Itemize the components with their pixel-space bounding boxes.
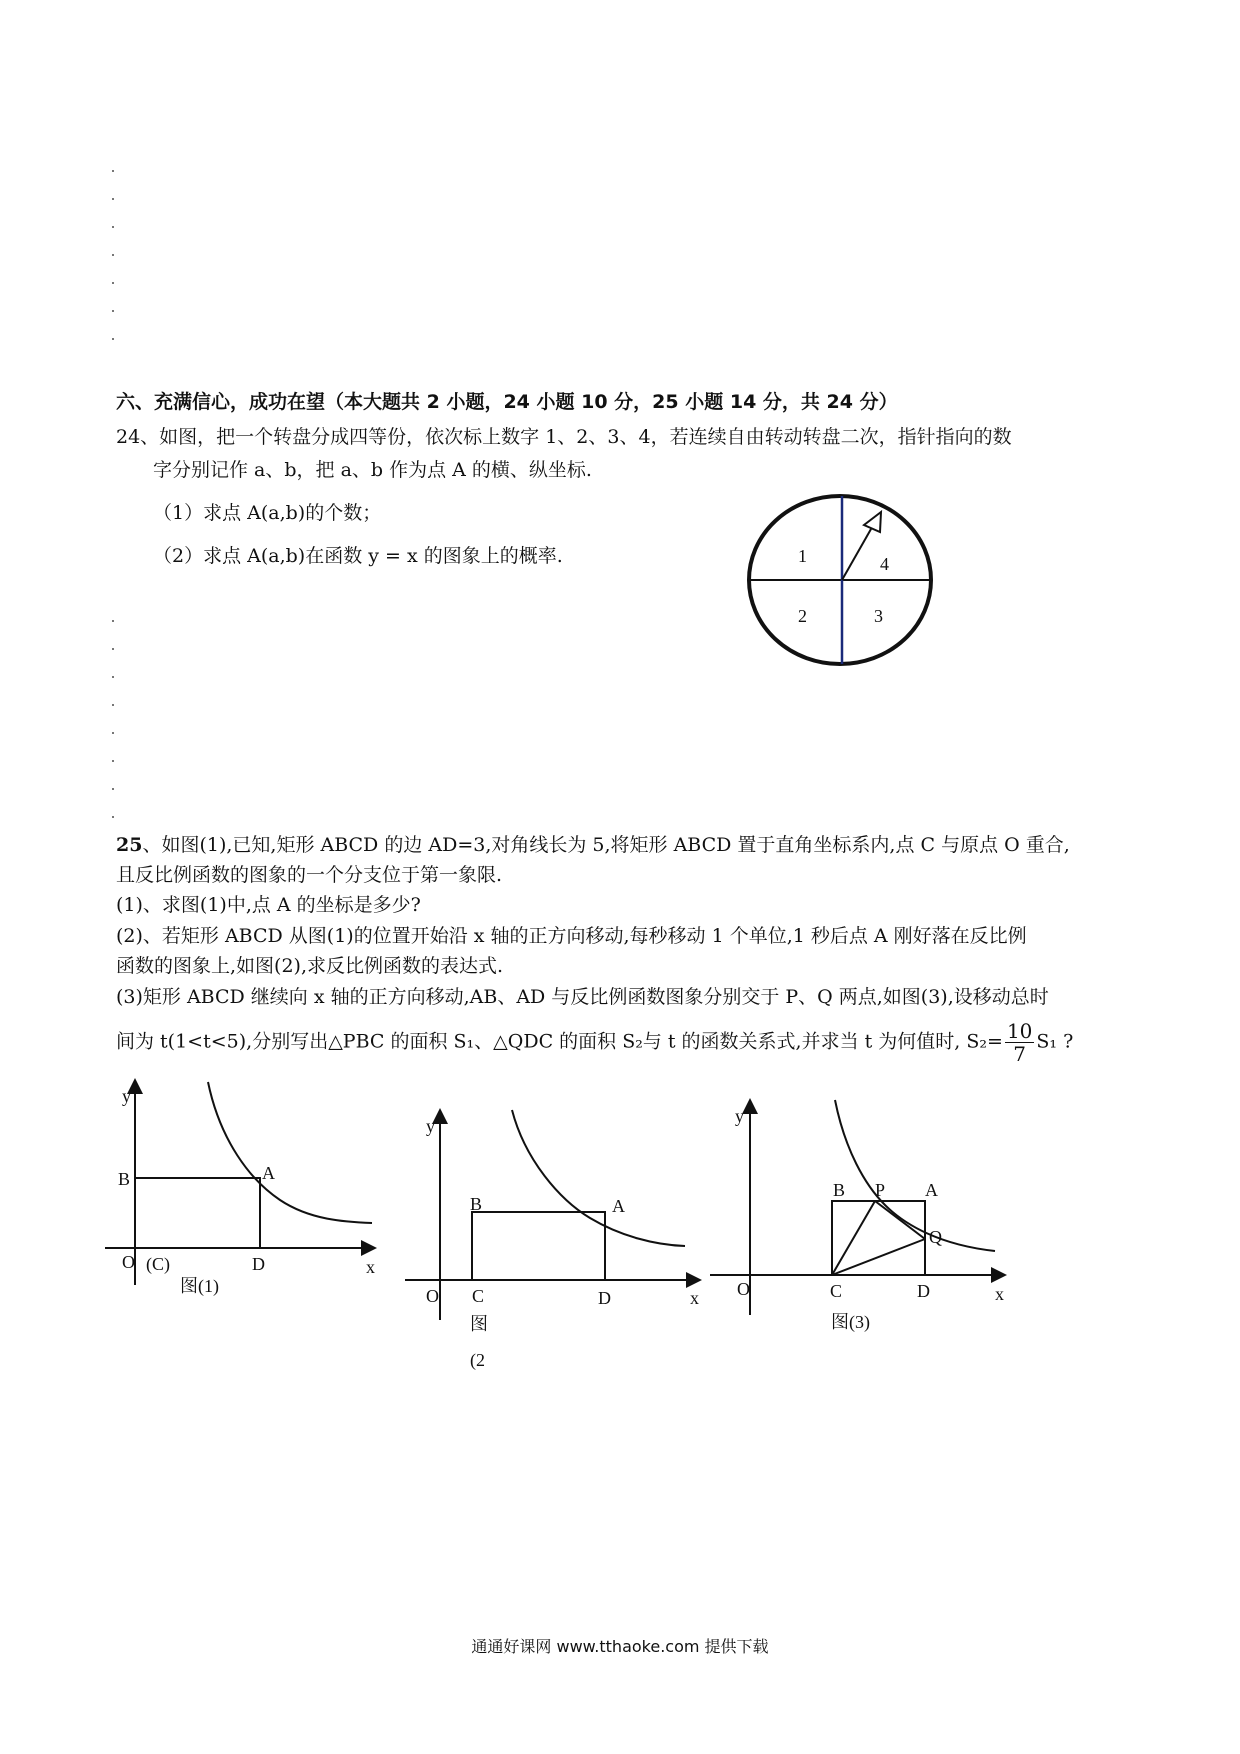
fig2-x: x: [690, 1288, 699, 1308]
q25-line1-text: 、如图(1),已知,矩形 ABCD 的边 AD=3,对角线长为 5,将矩形 ABCD 置于直角坐标系内,点 C 与原点 O 重合,: [142, 834, 1070, 856]
q25-line1: [116, 831, 1070, 859]
fig3-Q: Q: [929, 1227, 942, 1247]
footer-text: 通通好课网 www.tthaoke.com 提供下载: [471, 1637, 769, 1656]
wheel-label-2: 2: [798, 606, 807, 626]
fig2-caption2: (2: [470, 1350, 485, 1370]
q25-line7-a: 间为 t(1<t<5),分别写出△PBC 的面积 S₁、△QDC 的面积 S₂与 t 的函数关系式,并求当 t 为何值时, S₂=: [116, 1030, 1003, 1053]
fig3-y: y: [735, 1106, 744, 1126]
q24-line2: 字分别记作 a、b，把 a、b 作为点 A 的横、纵坐标.: [153, 459, 592, 481]
fig1-caption: 图(1): [180, 1276, 219, 1296]
figure-2: [400, 1100, 710, 1380]
fig1-x: x: [366, 1257, 375, 1277]
q24-line1: 24、如图，把一个转盘分成四等份，依次标上数字 1、2、3、4，若连续自由转动转盘二次，指针指向的数: [116, 426, 1012, 448]
spinner-wheel: [740, 490, 940, 670]
fig2-caption1: 图: [470, 1314, 488, 1334]
q24-part2: （2）求点 A(a,b)在函数 y = x 的图象上的概率.: [153, 545, 563, 567]
fraction: [1005, 1020, 1034, 1065]
figure-1: [100, 1070, 390, 1310]
fig1-y: y: [122, 1086, 131, 1106]
q25-line2: 且反比例函数的图象的一个分支位于第一象限.: [116, 864, 503, 886]
wheel-label-4: 4: [880, 554, 889, 574]
q25-line6: (3)矩形 ABCD 继续向 x 轴的正方向移动,AB、AD 与反比例函数图象分别交于 P、Q 两点,如图(3),设移动总时: [116, 986, 1049, 1008]
q25-line3: (1)、求图(1)中,点 A 的坐标是多少?: [116, 894, 421, 916]
fig2-D: D: [598, 1288, 611, 1308]
figure-3: [705, 1090, 1025, 1350]
fig2-y: y: [426, 1116, 435, 1136]
fig1-D: D: [252, 1254, 265, 1274]
fig1-O: O: [122, 1252, 135, 1272]
fig3-x: x: [995, 1284, 1004, 1304]
wheel-label-3: 3: [874, 606, 883, 626]
fraction-denominator: 7: [1013, 1042, 1027, 1066]
fig2-C: C: [472, 1286, 485, 1306]
fig3-P: P: [875, 1180, 886, 1200]
fig2-B: B: [470, 1194, 483, 1214]
fig3-O: O: [737, 1279, 750, 1299]
q25-number: 25: [116, 834, 143, 856]
fig1-B: B: [118, 1169, 131, 1189]
fig2-A: A: [612, 1196, 625, 1216]
q24-part1: （1）求点 A(a,b)的个数；: [153, 502, 382, 524]
fig2-O: O: [426, 1286, 439, 1306]
q25-line7-b: S₁ ?: [1036, 1030, 1074, 1053]
fig3-B: B: [833, 1180, 846, 1200]
fig3-D: D: [917, 1281, 930, 1301]
fig1-A: A: [262, 1163, 275, 1183]
fig1-C: (C): [146, 1254, 170, 1274]
fig3-caption: 图(3): [831, 1312, 870, 1332]
q25-line5: 函数的图象上,如图(2),求反比例函数的表达式.: [116, 955, 504, 977]
section-heading: 六、充满信心，成功在望（本大题共 2 小题，24 小题 10 分，25 小题 14 分，共 24 分）: [116, 391, 898, 413]
wheel-label-1: 1: [798, 546, 807, 566]
q25-line7: [116, 1020, 1073, 1065]
fig3-C: C: [830, 1281, 843, 1301]
fig3-A: A: [925, 1180, 938, 1200]
pointer-arrow: [842, 522, 875, 580]
fraction-numerator: 10: [1006, 1019, 1033, 1043]
q25-line4: (2)、若矩形 ABCD 从图(1)的位置开始沿 x 轴的正方向移动,每秒移动 1 个单位,1 秒后点 A 刚好落在反比例: [116, 925, 1027, 947]
